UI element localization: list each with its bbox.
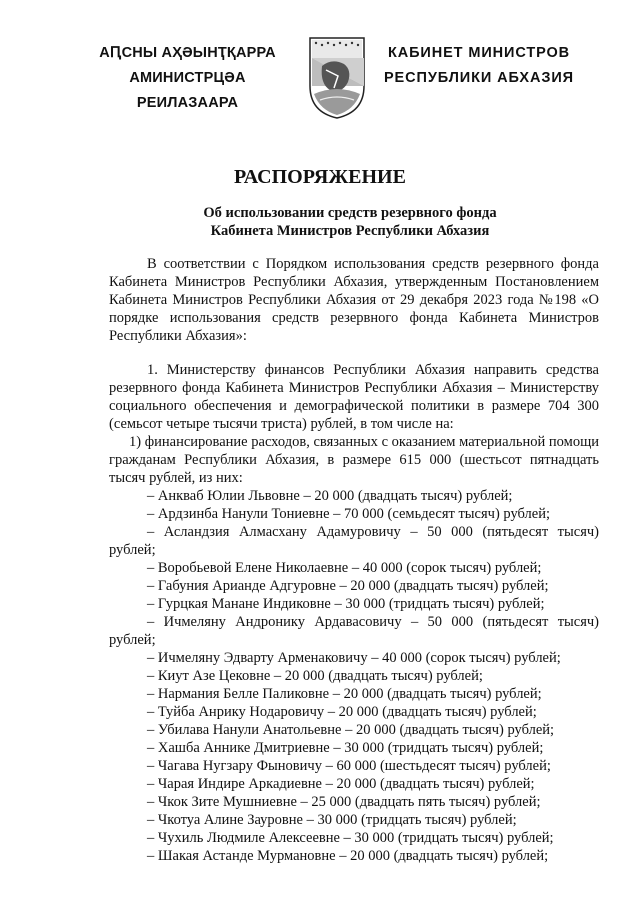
header-left-title bbox=[80, 41, 295, 116]
recipient-item: – Шакая Астанде Мурмановне – 20 000 (двадцать тысяч) рублей; bbox=[147, 848, 549, 864]
recipient-item: – Чарая Индире Аркадиевне – 20 000 (двадцать тысяч) рублей; bbox=[147, 776, 535, 792]
recipient-item: – Чкотуа Алине Зауровне – 30 000 (тридцать тысяч) рублей; bbox=[147, 812, 517, 828]
subpoint-1-paragraph: 1) финансирование расходов, связанных с оказанием материальной помощи гражданам Республики Абхазия, в размере 615 000 (шестьсот пятнадцать тысяч рублей, из них: bbox=[109, 434, 599, 486]
header-right-title bbox=[380, 41, 578, 91]
recipient-item: – Гурцкая Манане Индиковне – 30 000 (тридцать тысяч) рублей; bbox=[147, 596, 545, 612]
recipient-item: – Чухиль Людмиле Алексеевне – 30 000 (тридцать тысяч) рублей; bbox=[147, 830, 554, 846]
recipient-item: – Воробьевой Елене Николаевне – 40 000 (сорок тысяч) рублей; bbox=[147, 560, 542, 576]
subtitle-line1: Об использовании средств резервного фонда bbox=[203, 205, 497, 221]
document-body bbox=[109, 255, 599, 865]
recipient-item: – Асландзия Алмасхану Адамуровичу – 50 000 (пятьдесят тысяч) рублей; bbox=[109, 524, 599, 558]
recipient-item: – Габуния Арианде Адгуровне – 20 000 (двадцать тысяч) рублей; bbox=[147, 578, 549, 594]
point-1-paragraph: 1. Министерству финансов Республики Абхазия направить средства резервного фонда Кабинета Министров Республики Абхазия – Министерству социального обеспечения и демографической политики в размере 704 300 (семьсот четыре тысячи триста) рублей, в том числе на: bbox=[109, 362, 599, 432]
document-subtitle bbox=[0, 204, 640, 240]
recipient-item: – Хашба Аннике Дмитриевне – 30 000 (тридцать тысяч) рублей; bbox=[147, 740, 544, 756]
recipient-item: – Анкваб Юлии Львовне – 20 000 (двадцать тысяч) рублей; bbox=[147, 488, 513, 504]
recipient-item: – Туйба Анрику Нодаровичу – 20 000 (двадцать тысяч) рублей; bbox=[147, 704, 537, 720]
recipient-item: – Киут Азе Цековне – 20 000 (двадцать тысяч) рублей; bbox=[147, 668, 483, 684]
subtitle-line2: Кабинета Министров Республики Абхазия bbox=[210, 223, 490, 239]
recipient-item: – Ардзинба Нанули Тониевне – 70 000 (семьдесят тысяч) рублей; bbox=[147, 506, 550, 522]
header-left-line1: АԤСНЫ АҲӘЫНҬҚАРРА bbox=[99, 45, 276, 61]
recipient-item: – Нармания Белле Паликовне – 20 000 (двадцать тысяч) рублей; bbox=[147, 686, 542, 702]
recipient-item: – Ичмеляну Андронику Ардавасовичу – 50 000 (пятьдесят тысяч) рублей; bbox=[109, 614, 599, 648]
recipient-item: – Чкок Зите Мушниевне – 25 000 (двадцать пять тысяч) рублей; bbox=[147, 794, 541, 810]
header-left-line2: АМИНИСТРЦӘА РЕИЛАЗААРА bbox=[129, 70, 246, 111]
recipient-item: – Ичмеляну Эдварту Арменаковичу – 40 000 (сорок тысяч) рублей; bbox=[147, 650, 561, 666]
coat-of-arms-icon bbox=[308, 36, 366, 120]
preamble-paragraph: В соответствии с Порядком использования средств резервного фонда Кабинета Министров Республики Абхазия, утвержденным Постановлением Кабинета Министров Республики Абхазия от 29 декабря 2023 года №198 «О порядке использования средств резервного фонда Кабинета Министров Республики Абхазия»: bbox=[109, 256, 599, 344]
recipient-item: – Убилава Нанули Анатольевне – 20 000 (двадцать тысяч) рублей; bbox=[147, 722, 555, 738]
header-right-line1: КАБИНЕТ МИНИСТРОВ bbox=[387, 45, 571, 61]
header-right-line2: РЕСПУБЛИКИ АБХАЗИЯ bbox=[383, 70, 575, 86]
recipient-item: – Чагава Нугзару Фыновичу – 60 000 (шестьдесят тысяч) рублей; bbox=[147, 758, 551, 774]
document-title: РАСПОРЯЖЕНИЕ bbox=[234, 166, 406, 188]
